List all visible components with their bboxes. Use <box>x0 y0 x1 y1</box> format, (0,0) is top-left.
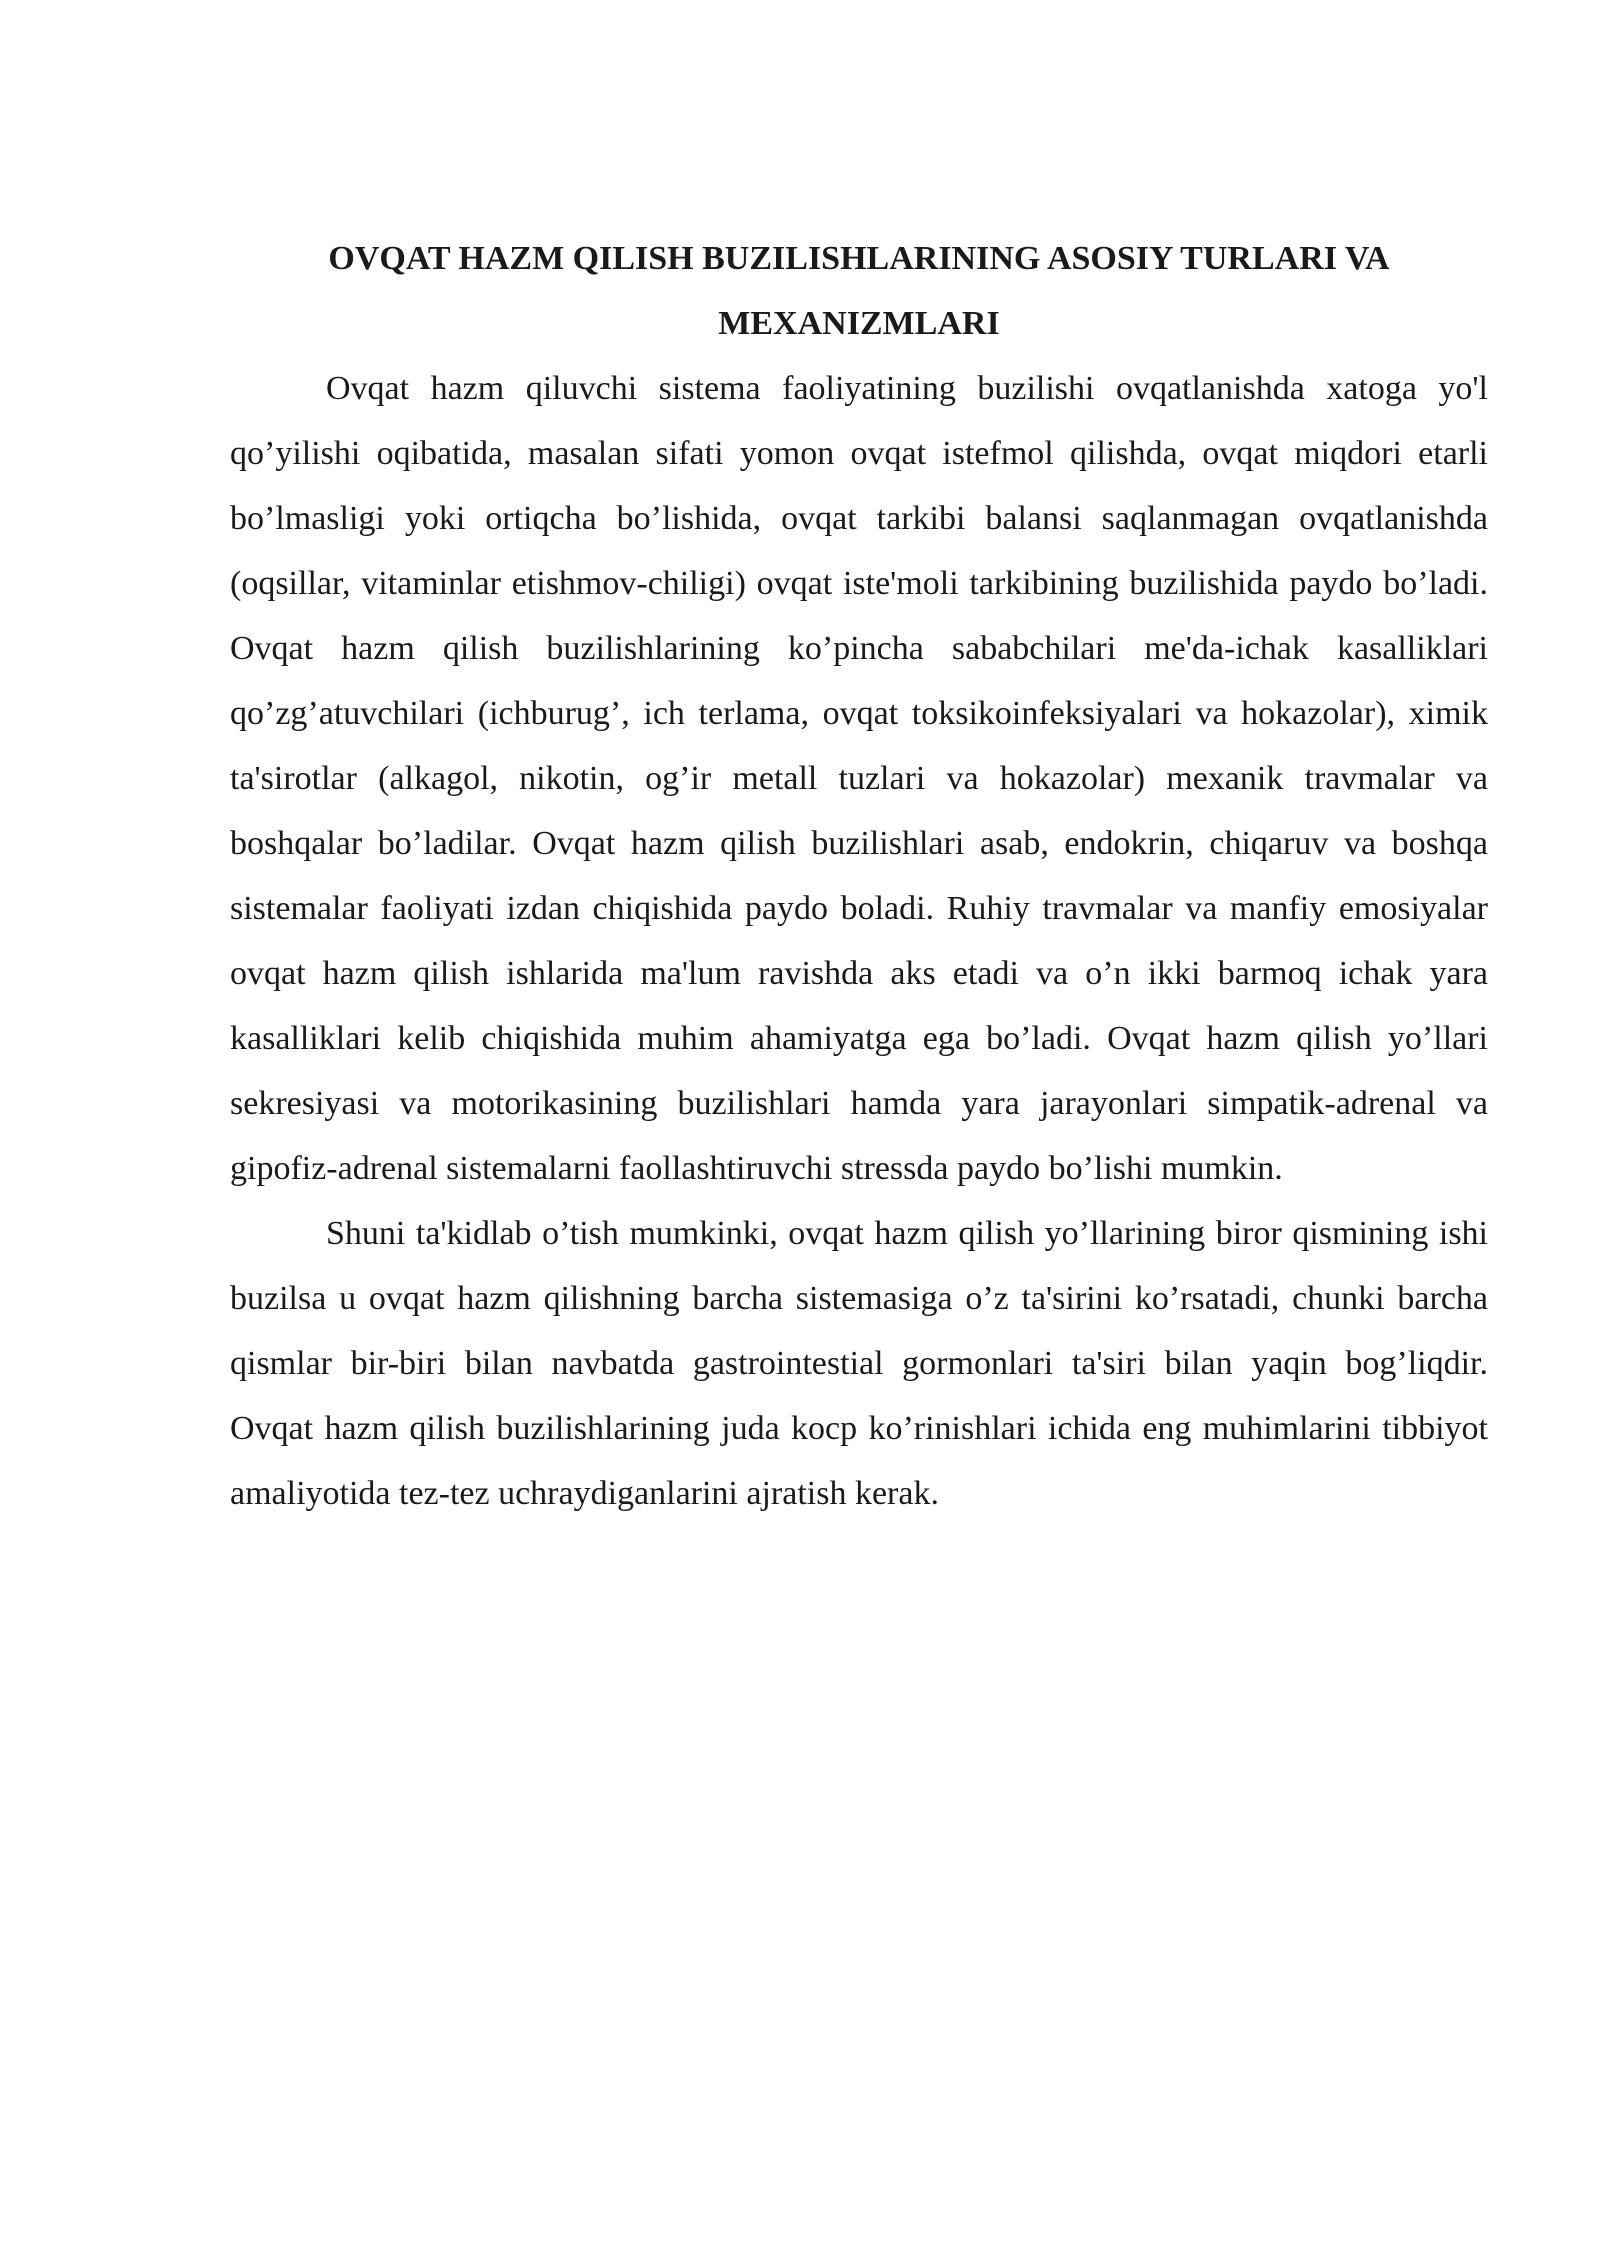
document-body <box>230 226 1488 1526</box>
paragraph-2: Shuni ta'kidlab o’tish mumkinki, ovqat hazm qilish yo’llarining biror qismining ishi buzilsa u ovqat hazm qilishning barcha sistemasiga o’z ta'sirini ko’rsatadi, chunki barcha qismlar bir-biri bilan navbatda gastrointestial gormonlari ta'siri bilan yaqin bog’liqdir. Ovqat hazm qilish buzilishlarining juda kocp ko’rinishlari ichida eng muhimlarini tibbiyot amaliyotida tez-tez uchraydiganlarini ajratish kerak. <box>230 1215 1488 1512</box>
document-title: OVQAT HAZM QILISH BUZILISHLARINING ASOSIY TURLARI VA MEXANIZMLARI <box>328 240 1390 342</box>
paragraph-1: Ovqat hazm qiluvchi sistema faoliyatining buzilishi ovqatlanishda xatoga yo'l qo’yilishi oqibatida, masalan sifati yomon ovqat istefmol qilishda, ovqat miqdori etarli bo’lmasligi yoki ortiqcha bo’lishida, ovqat tarkibi balansi saqlanmagan ovqatlanishda (oqsillar, vitaminlar etishmov-chiligi) ovqat iste'moli tarkibining buzilishida paydo bo’ladi. Ovqat hazm qilish buzilishlarining ko’pincha sababchilari me'da-ichak kasalliklari qo’zg’atuvchilari (ichburug’, ich terlama, ovqat toksikoinfeksiyalari va hokazolar), ximik ta'sirotlar (alkagol, nikotin, og’ir metall tuzlari va hokazolar) mexanik travmalar va boshqalar bo’ladilar. Ovqat hazm qilish buzilishlari asab, endokrin, chiqaruv va boshqa sistemalar faoliyati izdan chiqishida paydo boladi. Ruhiy travmalar va manfiy emosiyalar ovqat hazm qilish ishlarida ma'lum ravishda aks etadi va o’n ikki barmoq ichak yara kasalliklari kelib chiqishida muhim ahamiyatga ega bo’ladi. Ovqat hazm qilish yo’llari sekresiyasi va motorikasining buzilishlari hamda yara jarayonlari simpatik-adrenal va gipofiz-adrenal sistemalarni faollashtiruvchi stressda paydo bo’lishi mumkin. <box>230 370 1488 1187</box>
